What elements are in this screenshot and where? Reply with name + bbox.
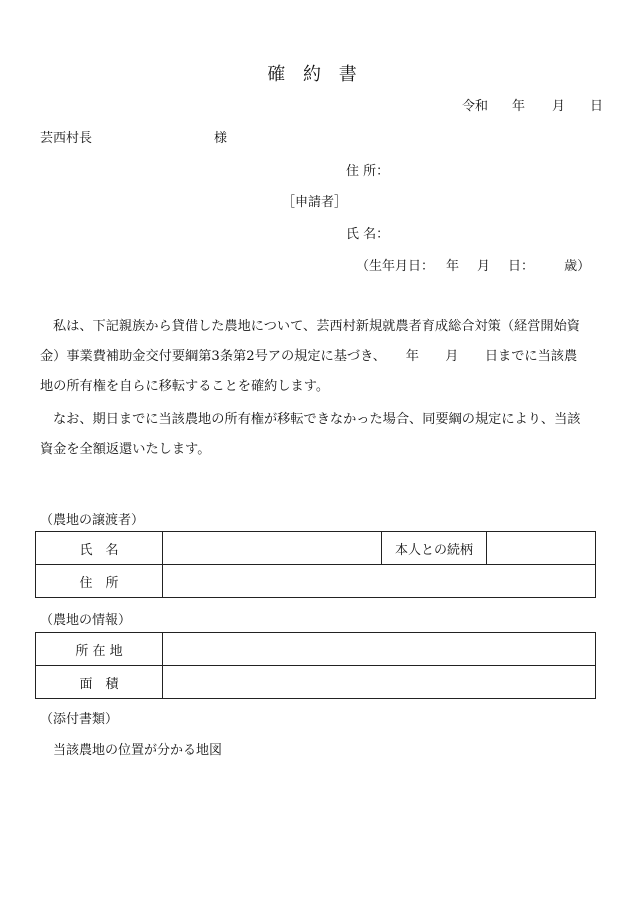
applicant-birthdate <box>356 255 590 274</box>
applicant-name-label: 氏 名： <box>346 227 390 242</box>
table-row <box>36 532 596 565</box>
farmland-area-value[interactable] <box>163 666 596 699</box>
attachments-heading: （添付書類） <box>40 712 119 727</box>
transferor-heading: （農地の譲渡者） <box>40 513 145 528</box>
addressee <box>40 127 228 146</box>
date-month: 月 <box>552 99 566 114</box>
repayment-paragraph <box>40 405 596 465</box>
farmland-location-value[interactable] <box>163 633 596 666</box>
transferor-address-label: 住 所 <box>36 565 163 598</box>
transferor-name-value[interactable] <box>163 532 382 565</box>
birth-age: 歳） <box>564 259 591 274</box>
paragraph-line: 金）事業費補助金交付要綱第3条第2号アの規定に基づき、 年 月 日までに当該農 <box>40 349 578 364</box>
document-title: 確 約 書 <box>267 64 363 85</box>
table-row <box>36 565 596 598</box>
paragraph-line: 私は、下記親族から貸借した農地について、芸西村新規就農者育成総合対策（経営開始資 <box>53 319 580 334</box>
date-year: 年 <box>512 99 526 114</box>
addressee-honorific: 様 <box>214 131 228 146</box>
addressee-name: 芸西村長 <box>40 131 93 146</box>
transferor-relation-value[interactable] <box>487 532 596 565</box>
transferor-relation-label: 本人との続柄 <box>382 532 487 565</box>
date-era: 令和 <box>462 99 489 114</box>
attachment-item: 当該農地の位置が分かる地図 <box>53 743 223 758</box>
applicant-address-label: 住 所： <box>346 164 390 179</box>
farmland-area-label: 面 積 <box>36 666 163 699</box>
date-day: 日 <box>590 99 604 114</box>
date-line <box>462 95 603 114</box>
paragraph-line: 地の所有権を自らに移転することを確約します。 <box>40 379 330 394</box>
birth-month: 月 <box>477 259 491 274</box>
farmland-table <box>35 632 596 699</box>
table-row <box>36 633 596 666</box>
paragraph-line: 資金を全額返還いたします。 <box>40 442 211 457</box>
applicant-section-label: ［申請者］ <box>282 195 348 210</box>
birth-open: （生年月日： <box>356 259 435 274</box>
commitment-paragraph <box>40 312 596 402</box>
transferor-name-label: 氏 名 <box>36 532 163 565</box>
paragraph-line: なお、期日までに当該農地の所有権が移転できなかった場合、同要綱の規定により、当該 <box>53 412 581 427</box>
table-row <box>36 666 596 699</box>
birth-day: 日： <box>508 259 535 274</box>
transferor-table <box>35 531 596 598</box>
farmland-location-label: 所 在 地 <box>36 633 163 666</box>
transferor-address-value[interactable] <box>163 565 596 598</box>
birth-year: 年 <box>446 259 460 274</box>
farmland-heading: （農地の情報） <box>40 613 132 628</box>
